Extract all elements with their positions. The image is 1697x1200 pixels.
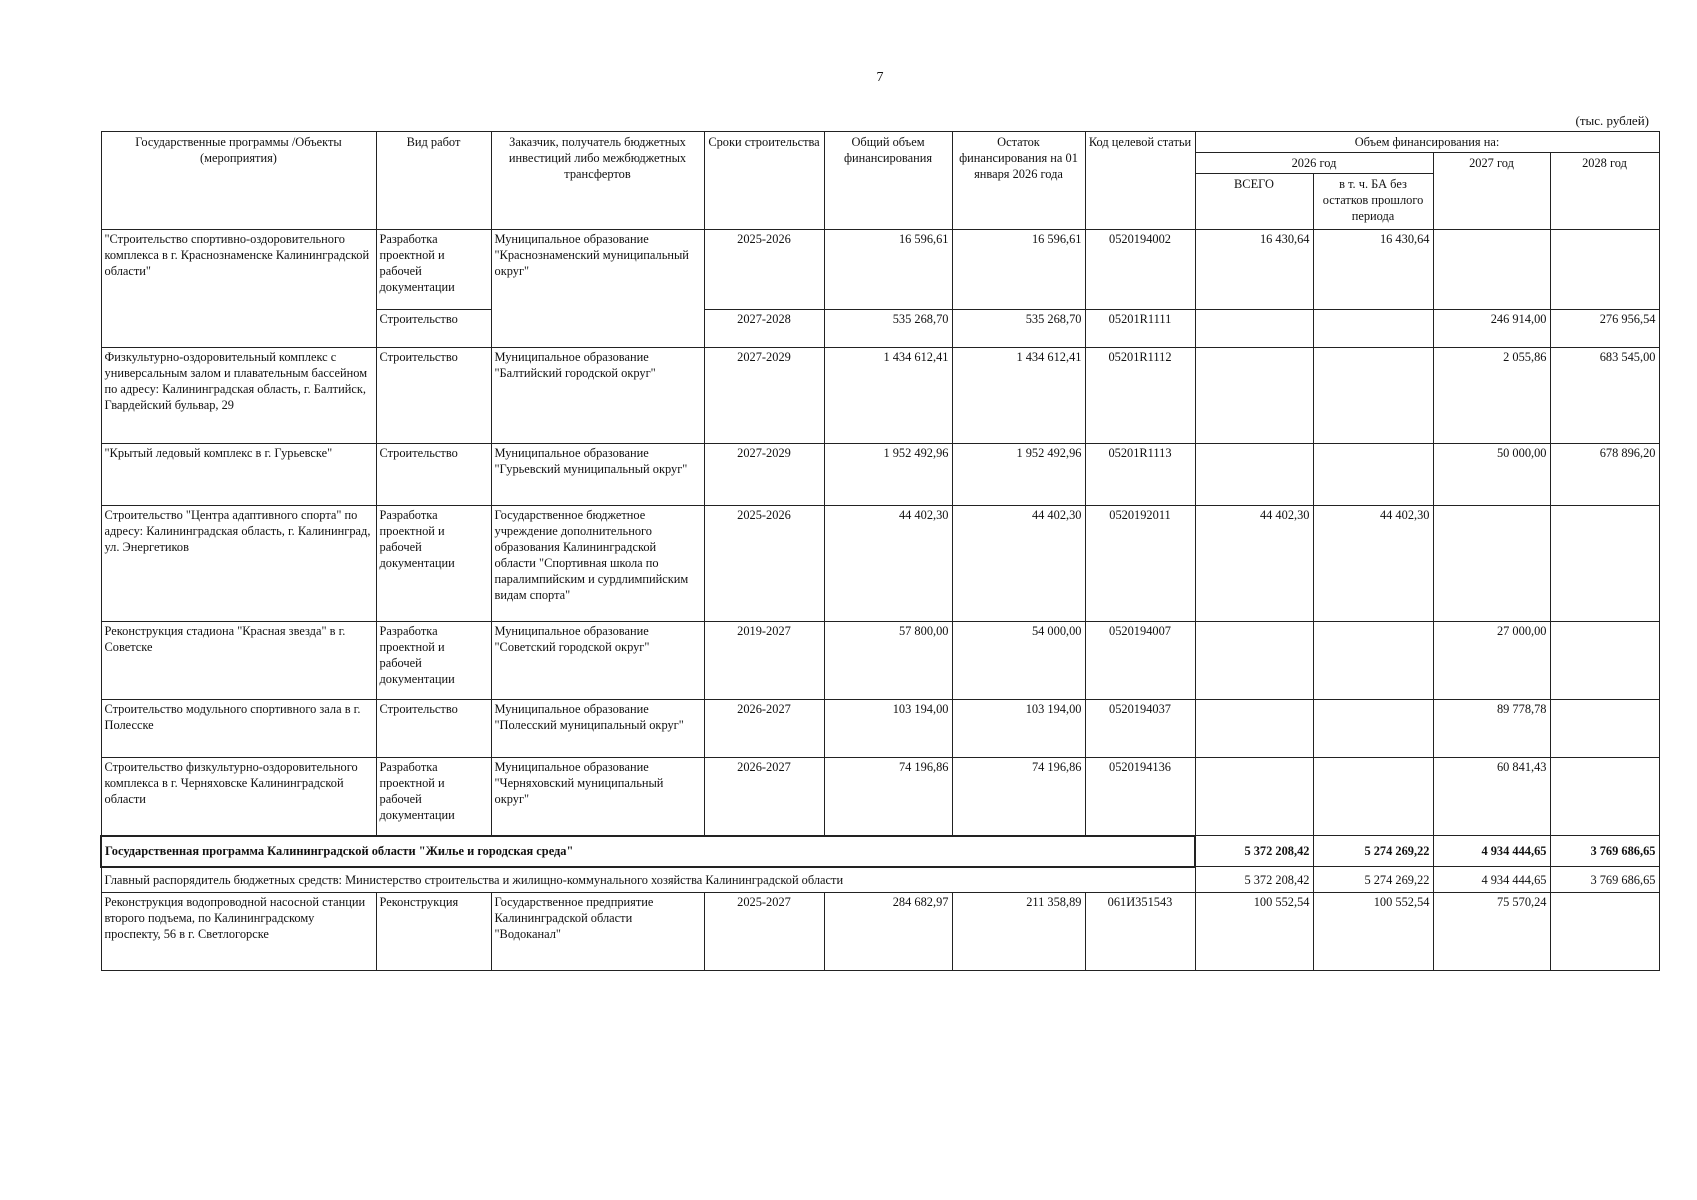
amount-2028	[1550, 506, 1659, 622]
amount-2027: 60 841,43	[1433, 758, 1550, 836]
work-type: Строительство	[376, 348, 491, 444]
remainder: 74 196,86	[952, 758, 1085, 836]
manager-label: Главный распорядитель бюджетных средств: Министерство строительства и жилищно-коммунального хозяйства Калининградской области	[101, 867, 1195, 893]
incl-2026: 100 552,54	[1313, 893, 1433, 971]
incl-2026	[1313, 700, 1433, 758]
total: 284 682,97	[824, 893, 952, 971]
amount-2028	[1550, 893, 1659, 971]
all-2026: 100 552,54	[1195, 893, 1313, 971]
program-2028: 3 769 686,65	[1550, 836, 1659, 867]
period: 2027-2029	[704, 348, 824, 444]
table-row	[101, 622, 1659, 700]
remainder: 211 358,89	[952, 893, 1085, 971]
period: 2019-2027	[704, 622, 824, 700]
amount-2028: 276 956,54	[1550, 310, 1659, 348]
remainder: 1 952 492,96	[952, 444, 1085, 506]
customer: Муниципальное образование "Советский городской округ"	[491, 622, 704, 700]
period: 2025-2026	[704, 506, 824, 622]
header-all: ВСЕГО	[1195, 174, 1313, 230]
manager-2027: 4 934 444,65	[1433, 867, 1550, 893]
manager-summary-row	[101, 867, 1659, 893]
table-row	[101, 758, 1659, 836]
code: 05201R1112	[1085, 348, 1195, 444]
header-work-type: Вид работ	[376, 132, 491, 230]
total: 44 402,30	[824, 506, 952, 622]
page-number: 7	[876, 70, 884, 85]
period: 2027-2029	[704, 444, 824, 506]
incl-2026	[1313, 758, 1433, 836]
amount-2027	[1433, 230, 1550, 310]
all-2026	[1195, 348, 1313, 444]
program-incl-2026: 5 274 269,22	[1313, 836, 1433, 867]
all-2026	[1195, 622, 1313, 700]
work-type: Разработка проектной и рабочей документации	[376, 622, 491, 700]
remainder: 44 402,30	[952, 506, 1085, 622]
manager-2028: 3 769 686,65	[1550, 867, 1659, 893]
amount-2027: 27 000,00	[1433, 622, 1550, 700]
period: 2026-2027	[704, 758, 824, 836]
header-2026: 2026 год	[1195, 153, 1433, 174]
work-type: Разработка проектной и рабочей документации	[376, 758, 491, 836]
code: 05201R1111	[1085, 310, 1195, 348]
incl-2026	[1313, 622, 1433, 700]
program-summary-row	[101, 836, 1659, 867]
period: 2026-2027	[704, 700, 824, 758]
header-funding: Объем финансирования на:	[1195, 132, 1659, 153]
amount-2027	[1433, 506, 1550, 622]
all-2026: 16 430,64	[1195, 230, 1313, 310]
amount-2027: 2 055,86	[1433, 348, 1550, 444]
amount-2028: 678 896,20	[1550, 444, 1659, 506]
incl-2026: 16 430,64	[1313, 230, 1433, 310]
header-incl: в т. ч. БА без остатков прошлого периода	[1313, 174, 1433, 230]
header-period: Сроки строительства	[704, 132, 824, 230]
code: 0520194007	[1085, 622, 1195, 700]
program-label: Государственная программа Калининградской области "Жилье и городская среда"	[101, 836, 1195, 867]
code: 05201R1113	[1085, 444, 1195, 506]
object-name: "Крытый ледовый комплекс в г. Гурьевске"	[101, 444, 376, 506]
customer: Государственное предприятие Калининградской области "Водоканал"	[491, 893, 704, 971]
header-2027: 2027 год	[1433, 153, 1550, 230]
customer: Муниципальное образование "Полесский муниципальный округ"	[491, 700, 704, 758]
incl-2026	[1313, 348, 1433, 444]
table-row	[101, 230, 1659, 310]
code: 0520192011	[1085, 506, 1195, 622]
period: 2027-2028	[704, 310, 824, 348]
manager-incl-2026: 5 274 269,22	[1313, 867, 1433, 893]
table-row	[101, 893, 1659, 971]
header-total: Общий объем финансирования	[824, 132, 952, 230]
remainder: 103 194,00	[952, 700, 1085, 758]
period: 2025-2027	[704, 893, 824, 971]
work-type: Разработка проектной и рабочей документации	[376, 230, 491, 310]
all-2026	[1195, 700, 1313, 758]
header-remainder: Остаток финансирования на 01 января 2026 года	[952, 132, 1085, 230]
object-name: Строительство модульного спортивного зала в г. Полесске	[101, 700, 376, 758]
remainder: 54 000,00	[952, 622, 1085, 700]
all-2026	[1195, 310, 1313, 348]
amount-2027: 50 000,00	[1433, 444, 1550, 506]
units-label: (тыс. рублей)	[1575, 113, 1649, 128]
customer: Муниципальное образование "Балтийский городской округ"	[491, 348, 704, 444]
object-name: Физкультурно-оздоровительный комплекс с универсальным залом и плавательным бассейном по адресу: Калининградская область, г. Балтийск, Гвардейский бульвар, 29	[101, 348, 376, 444]
total: 1 434 612,41	[824, 348, 952, 444]
work-type: Реконструкция	[376, 893, 491, 971]
amount-2028	[1550, 700, 1659, 758]
total: 16 596,61	[824, 230, 952, 310]
code: 0520194002	[1085, 230, 1195, 310]
amount-2028	[1550, 622, 1659, 700]
all-2026	[1195, 444, 1313, 506]
customer: Муниципальное образование "Краснознаменский муниципальный округ"	[491, 230, 704, 348]
header-customer: Заказчик, получатель бюджетных инвестиций либо межбюджетных трансфертов	[491, 132, 704, 230]
object-name: "Строительство спортивно-оздоровительного комплекса в г. Краснознаменске Калининградской области"	[101, 230, 376, 348]
remainder: 16 596,61	[952, 230, 1085, 310]
amount-2027: 75 570,24	[1433, 893, 1550, 971]
object-name: Строительство "Центра адаптивного спорта" по адресу: Калининградская область, г. Калининград, ул. Энергетиков	[101, 506, 376, 622]
total: 74 196,86	[824, 758, 952, 836]
table-row	[101, 506, 1659, 622]
program-2027: 4 934 444,65	[1433, 836, 1550, 867]
incl-2026: 44 402,30	[1313, 506, 1433, 622]
manager-all-2026: 5 372 208,42	[1195, 867, 1313, 893]
header-2028: 2028 год	[1550, 153, 1659, 230]
total: 57 800,00	[824, 622, 952, 700]
object-name: Строительство физкультурно-оздоровительного комплекса в г. Черняховске Калининградской области	[101, 758, 376, 836]
amount-2027: 246 914,00	[1433, 310, 1550, 348]
table-row	[101, 700, 1659, 758]
total: 1 952 492,96	[824, 444, 952, 506]
table-row	[101, 348, 1659, 444]
financing-table	[100, 131, 1660, 971]
amount-2028	[1550, 230, 1659, 310]
incl-2026	[1313, 310, 1433, 348]
remainder: 535 268,70	[952, 310, 1085, 348]
program-all-2026: 5 372 208,42	[1195, 836, 1313, 867]
remainder: 1 434 612,41	[952, 348, 1085, 444]
amount-2028	[1550, 758, 1659, 836]
table-row	[101, 444, 1659, 506]
header-program: Государственные программы /Объекты (мероприятия)	[101, 132, 376, 230]
amount-2027: 89 778,78	[1433, 700, 1550, 758]
code: 0520194136	[1085, 758, 1195, 836]
all-2026	[1195, 758, 1313, 836]
total: 535 268,70	[824, 310, 952, 348]
customer: Муниципальное образование "Гурьевский муниципальный округ"	[491, 444, 704, 506]
object-name: Реконструкция стадиона "Красная звезда" в г. Советске	[101, 622, 376, 700]
period: 2025-2026	[704, 230, 824, 310]
amount-2028: 683 545,00	[1550, 348, 1659, 444]
work-type: Строительство	[376, 310, 491, 348]
total: 103 194,00	[824, 700, 952, 758]
customer: Муниципальное образование "Черняховский муниципальный округ"	[491, 758, 704, 836]
all-2026: 44 402,30	[1195, 506, 1313, 622]
header-code: Код целевой статьи	[1085, 132, 1195, 230]
work-type: Строительство	[376, 444, 491, 506]
code: 0520194037	[1085, 700, 1195, 758]
work-type: Разработка проектной и рабочей документации	[376, 506, 491, 622]
code: 061И351543	[1085, 893, 1195, 971]
object-name: Реконструкция водопроводной насосной станции второго подъема, по Калининградскому проспекту, 56 в г. Светлогорске	[101, 893, 376, 971]
table-body	[101, 230, 1659, 971]
customer: Государственное бюджетное учреждение дополнительного образования Калининградской области "Спортивная школа по паралимпийским и сурдлимпийским видам спорта"	[491, 506, 704, 622]
incl-2026	[1313, 444, 1433, 506]
work-type: Строительство	[376, 700, 491, 758]
